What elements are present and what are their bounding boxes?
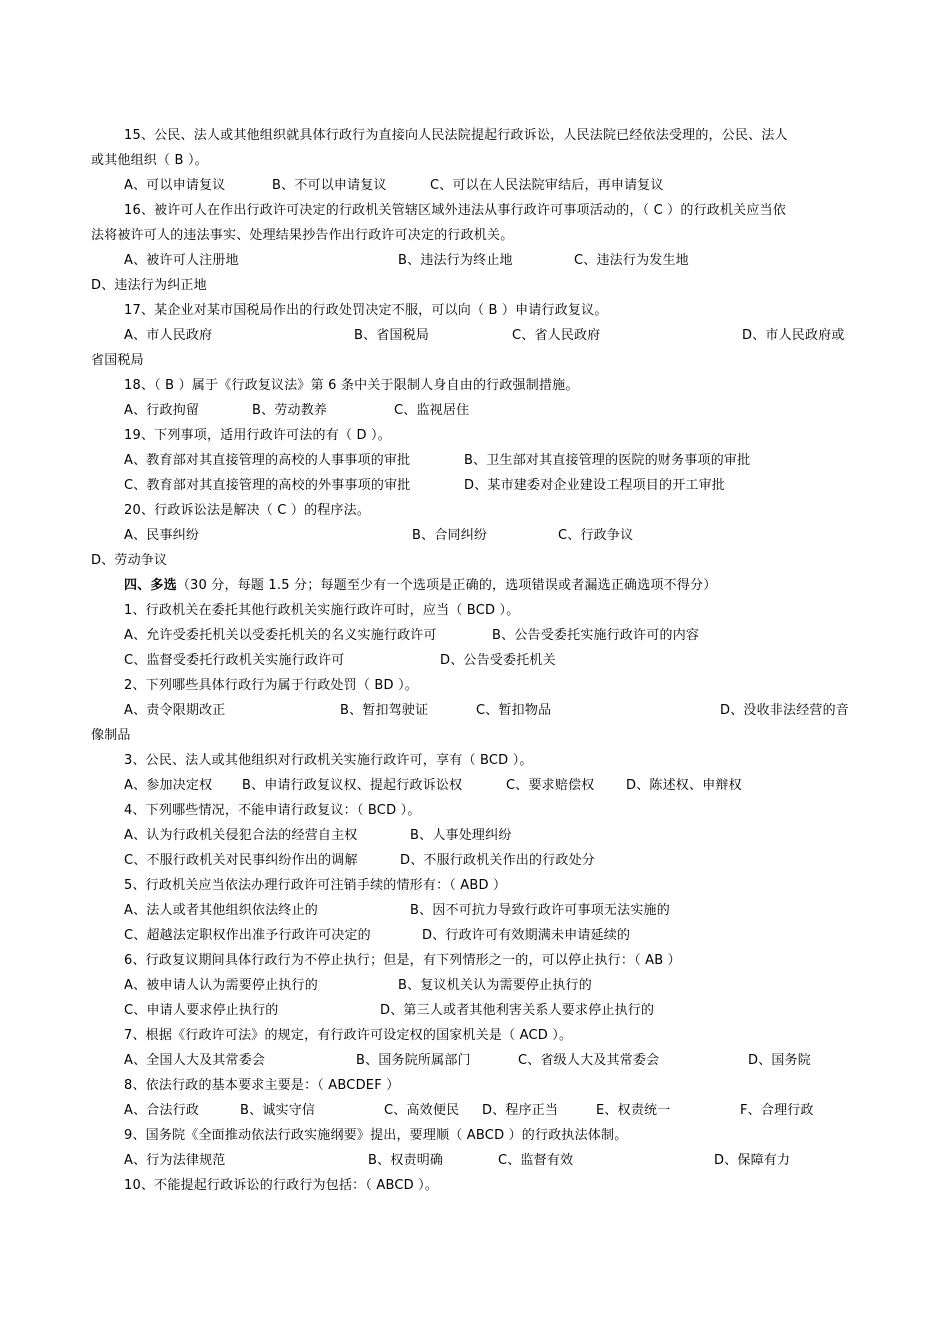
option-text: A、行政拘留 xyxy=(124,403,200,418)
text-line xyxy=(124,1176,438,1196)
text-line xyxy=(124,501,370,521)
option-text: C、不服行政机关对民事纠纷作出的调解 xyxy=(124,853,358,868)
option-text: D、保障有力 xyxy=(714,1153,791,1168)
text-line xyxy=(124,601,519,621)
option-text: B、劳动教养 xyxy=(252,403,328,418)
option-text: A、责令限期改正 xyxy=(124,703,226,718)
option-text: D、行政许可有效期满未申请延续的 xyxy=(422,928,631,943)
section-title: 四、多选 xyxy=(124,578,177,593)
option-text: D、程序正当 xyxy=(482,1103,559,1118)
text-line xyxy=(124,126,788,146)
text-line xyxy=(124,1026,572,1046)
option-text: A、可以申请复议 xyxy=(124,178,226,193)
option-text: D、国务院 xyxy=(748,1053,812,1068)
text-line xyxy=(124,751,533,771)
line-text: 1、行政机关在委托其他行政机关实施行政许可时，应当（ BCD ）。 xyxy=(124,603,520,618)
option-text: C、监督受委托行政机关实施行政许可 xyxy=(124,653,345,668)
text-line xyxy=(124,426,391,446)
option-text: C、申请人要求停止执行的 xyxy=(124,1003,279,1018)
line-text: 像制品 xyxy=(91,728,131,743)
option-text: D、第三人或者其他利害关系人要求停止执行的 xyxy=(380,1003,655,1018)
option-text: B、申请行政复议权、提起行政诉讼权 xyxy=(242,778,463,793)
option-text: B、卫生部对其直接管理的医院的财务事项的审批 xyxy=(464,453,751,468)
line-text: 16、被许可人在作出行政许可决定的行政机关管辖区域外违法从事行政许可事项活动的，（ C ）的行政机关应当依 xyxy=(124,203,786,218)
line-text: 9、国务院《全面推动依法行政实施纲要》提出，要理顺（ ABCD ）的行政执法体制。 xyxy=(124,1128,628,1143)
line-text: 或其他组织（ B ）。 xyxy=(91,153,208,168)
text-line xyxy=(124,376,579,396)
option-text: C、暂扣物品 xyxy=(476,703,552,718)
option-text: B、复议机关认为需要停止执行的 xyxy=(398,978,592,993)
text-line xyxy=(124,801,421,821)
line-text: 18、（ B ）属于《行政复议法》第 6 条中关于限制人身自由的行政强制措施。 xyxy=(124,378,579,393)
line-text: 6、行政复议期间具体行政行为不停止执行；但是，有下列情形之一的，可以停止执行：（ AB ） xyxy=(124,953,681,968)
option-text: A、合法行政 xyxy=(124,1103,200,1118)
text-line xyxy=(91,226,513,246)
option-text: A、教育部对其直接管理的高校的人事事项的审批 xyxy=(124,453,411,468)
option-text: A、行为法律规范 xyxy=(124,1153,226,1168)
option-text: B、因不可抗力导致行政许可事项无法实施的 xyxy=(410,903,670,918)
text-line xyxy=(124,951,681,971)
option-text: A、市人民政府 xyxy=(124,328,213,343)
line-text: 19、下列事项，适用行政许可法的有（ D ）。 xyxy=(124,428,391,443)
option-text: D、市人民政府或 xyxy=(742,328,845,343)
option-text: B、违法行为终止地 xyxy=(398,253,513,268)
option-text: C、可以在人民法院审结后，再申请复议 xyxy=(430,178,664,193)
line-text: 5、行政机关应当依法办理行政许可注销手续的情形有：（ ABD ） xyxy=(124,878,507,893)
line-text: 10、不能提起行政诉讼的行政行为包括：（ ABCD ）。 xyxy=(124,1178,439,1193)
option-text: C、违法行为发生地 xyxy=(574,253,689,268)
option-text: B、公告受委托实施行政许可的内容 xyxy=(492,628,700,643)
text-line xyxy=(124,676,418,696)
option-text: B、不可以申请复议 xyxy=(272,178,387,193)
option-text: A、允许受委托机关以受委托机关的名义实施行政许可 xyxy=(124,628,437,643)
line-text: 15、公民、法人或其他组织就具体行政行为直接向人民法院提起行政诉讼，人民法院已经依法受理的，公民、法人 xyxy=(124,128,788,143)
option-text: C、监督有效 xyxy=(498,1153,574,1168)
option-text: B、合同纠纷 xyxy=(412,528,488,543)
text-line xyxy=(91,726,131,746)
text-line xyxy=(91,151,208,171)
text-line xyxy=(124,876,506,896)
line-text: 3、公民、法人或其他组织对行政机关实施行政许可，享有（ BCD ）。 xyxy=(124,753,533,768)
option-text: B、权责明确 xyxy=(368,1153,444,1168)
text-line xyxy=(91,551,167,571)
line-text: 8、依法行政的基本要求主要是：（ ABCDEF ） xyxy=(124,1078,400,1093)
option-text: C、行政争议 xyxy=(558,528,634,543)
option-text: A、全国人大及其常委会 xyxy=(124,1053,266,1068)
text-line xyxy=(124,301,608,321)
option-text: A、被申请人认为需要停止执行的 xyxy=(124,978,318,993)
section-heading xyxy=(124,576,716,596)
option-text: B、人事处理纠纷 xyxy=(410,828,512,843)
option-text: D、公告受委托机关 xyxy=(440,653,556,668)
line-text: 20、行政诉讼法是解决（ C ）的程序法。 xyxy=(124,503,371,518)
line-text: 17、某企业对某市国税局作出的行政处罚决定不服，可以向（ B ）申请行政复议。 xyxy=(124,303,608,318)
option-text: C、监视居住 xyxy=(394,403,470,418)
line-text: D、劳动争议 xyxy=(91,553,168,568)
option-text: B、国务院所属部门 xyxy=(356,1053,471,1068)
text-line xyxy=(91,276,207,296)
text-line xyxy=(124,201,786,221)
option-text: C、超越法定职权作出准予行政许可决定的 xyxy=(124,928,371,943)
option-text: C、省级人大及其常委会 xyxy=(518,1053,660,1068)
option-text: F、合理行政 xyxy=(740,1103,814,1118)
option-text: A、参加决定权 xyxy=(124,778,213,793)
option-text: C、省人民政府 xyxy=(512,328,601,343)
option-text: C、高效便民 xyxy=(384,1103,460,1118)
line-text: 法将被许可人的违法事实、处理结果抄告作出行政许可决定的行政机关。 xyxy=(91,228,514,243)
option-text: A、认为行政机关侵犯合法的经营自主权 xyxy=(124,828,358,843)
option-text: A、法人或者其他组织依法终止的 xyxy=(124,903,318,918)
option-text: C、教育部对其直接管理的高校的外事事项的审批 xyxy=(124,478,411,493)
line-text: 4、下列哪些情况，不能申请行政复议：（ BCD ）。 xyxy=(124,803,421,818)
option-text: D、没收非法经营的音 xyxy=(720,703,850,718)
option-text: E、权责统一 xyxy=(596,1103,671,1118)
option-text: A、民事纠纷 xyxy=(124,528,200,543)
option-text: B、暂扣驾驶证 xyxy=(340,703,429,718)
text-line xyxy=(91,351,144,371)
option-text: A、被许可人注册地 xyxy=(124,253,239,268)
text-line xyxy=(124,1076,399,1096)
line-text: （30 分，每题 1.5 分；每题至少有一个选项是正确的，选项错误或者漏选正确选项不得分） xyxy=(176,578,717,593)
option-text: D、不服行政机关作出的行政处分 xyxy=(400,853,596,868)
option-text: D、陈述权、申辩权 xyxy=(626,778,742,793)
line-text: 省国税局 xyxy=(91,353,144,368)
option-text: D、某市建委对企业建设工程项目的开工审批 xyxy=(464,478,726,493)
line-text: 7、根据《行政许可法》的规定，有行政许可设定权的国家机关是（ ACD ）。 xyxy=(124,1028,573,1043)
line-text: D、违法行为纠正地 xyxy=(91,278,207,293)
option-text: B、省国税局 xyxy=(354,328,430,343)
line-text: 2、下列哪些具体行政行为属于行政处罚（ BD ）。 xyxy=(124,678,418,693)
option-text: B、诚实守信 xyxy=(240,1103,316,1118)
option-text: C、要求赔偿权 xyxy=(506,778,595,793)
text-line xyxy=(124,1126,627,1146)
